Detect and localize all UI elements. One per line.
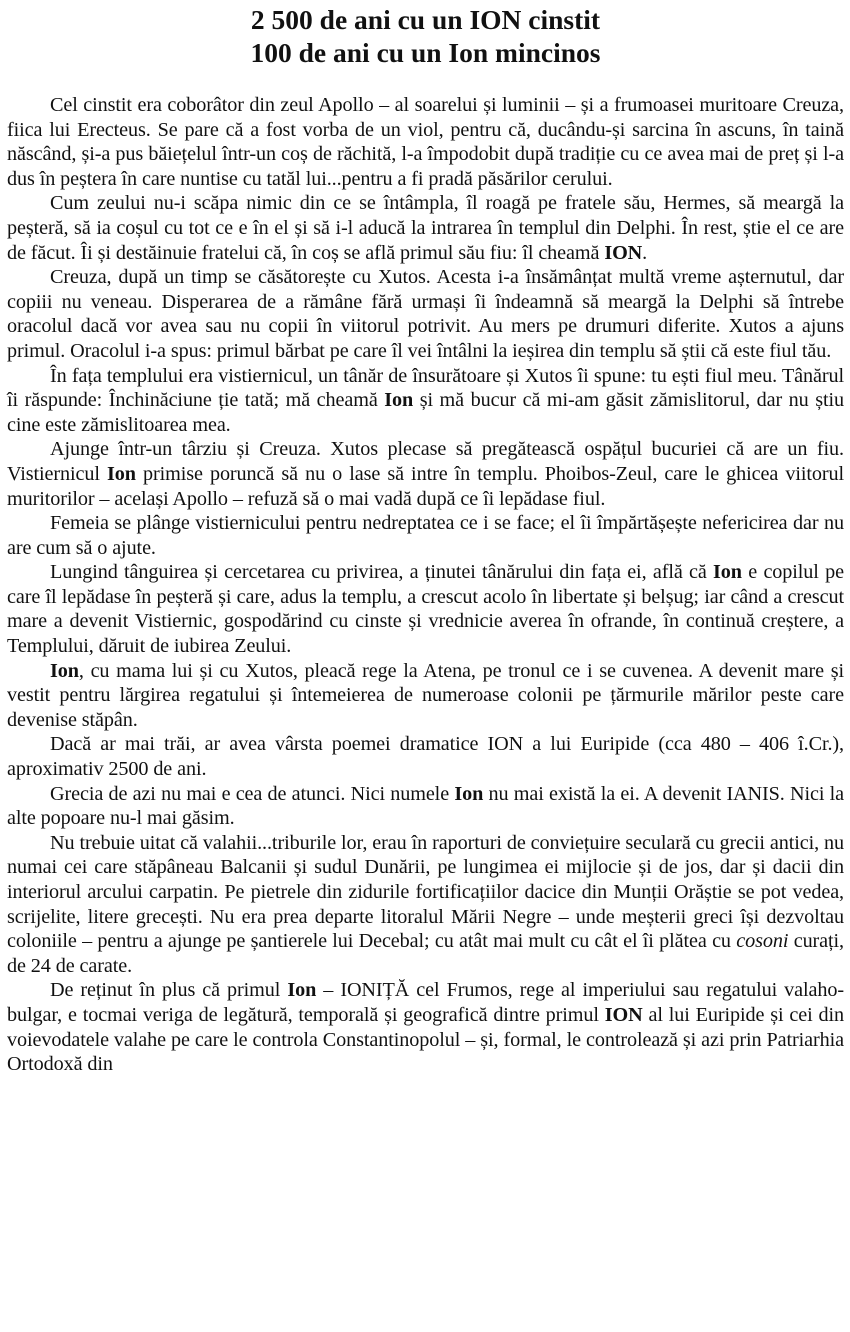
paragraph-text: Lungind tânguirea și cercetarea cu privirea, a ținutei tânărului din fața ei, află că [50,561,714,584]
paragraph [7,437,844,511]
paragraph-text: Nu trebuie uitat că valahii...triburile lor, erau în raporturi de conviețuire seculară cu grecii antici, nu numai cei care stăpâneau Balcanii și sudul Dunării, pe lungimea ei mijlocie și de jos, dar și dacii din interiorul arcului carpatin. Pe pietrele din zidurile fortificațiilor dacice din Munții Orăștie se pot vedea, scrijelite, litere grecești. Nu era prea departe litoralul Mării Negre – unde meșterii greci își dezvoltau coloniile – pentru a ajunge pe șantierele lui Decebal; cu atât mai mult cu cât el îi plătea cu [7,831,844,953]
paragraph-text: Dacă ar mai trăi, ar avea vârsta poemei dramatice ION a lui Euripide (cca 480 – 406 î.Cr.), aproximativ 2500 de ani. [7,733,844,781]
paragraph-text: – IONIȚĂ cel Frumos, rege al imperiului sau regatului valaho-bulgar, e tocmai veriga de legătură, temporală și geografică dintre primul [7,979,844,1026]
article-body [7,93,844,1077]
paragraph-text: , cu mama lui și cu Xutos, pleacă rege la Atena, pe tronul ce i se cuvenea. A devenit mare și vestit pentru lărgirea regatului și întemeierea de numeroase colonii pe țărmurile mărilor peste care devenise stăpân. [7,659,844,731]
emphasis-bold: Ion [50,659,79,682]
emphasis-bold: Ion [454,782,484,805]
paragraph-text: nu mai există la ei. A devenit IANIS. Nici la alte popoare nu-l mai găsim. [7,782,844,830]
paragraph-text: Creuza, după un timp se căsătorește cu Xutos. Acesta i-a însămânțat multă vreme așternutul, dar copiii nu veneau. Disperarea de a rămâne fără urmași îi îndeamnă să meargă la Delphi să întrebe oracolul dacă vor avea sau nu copii în viitorul potrivit. Au mers pe drumuri diferite. Xutos a ajuns primul. Oracolul i-a spus: primul bărbat pe care îl vei întâlni la ieșirea din templu să știi că este fiul tău. [7,266,844,362]
paragraph-text: Cel cinstit era coborâtor din zeul Apollo – al soarelui și luminii – și a frumoasei muritoare Creuza, fiica lui Erecteus. Se pare că a fost vorba de un viol, pentru că, ducându-și sarcina în ascuns, în taină născând, și-a pus băiețelul într-un coș de răchită, l-a împodobit după tradiție cu ce avea mai de preț și l-a dus în peștera în care nuntise cu tatăl lui...pentru a fi pradă păsărilor cerului. [7,94,844,190]
paragraph [7,560,844,658]
paragraph [7,782,844,831]
paragraph-text: primise poruncă să nu o lase să intre în templu. Phoibos-Zeul, care le ghicea viitorul muritorilor – același Apollo – refuză să o mai vadă după ce îi lepădase fiul. [7,462,844,510]
paragraph-text: În fața templului era vistiernicul, un tânăr de însurătoare și Xutos îi spune: tu ești fiul meu. Tânărul îi răspunde: Închinăciune ție tată; mă cheamă [7,364,844,412]
title-line-1: 2 500 de ani cu un ION cinstit [250,4,601,35]
paragraph [7,978,844,1076]
paragraph [7,659,844,733]
paragraph-text: De reținut în plus că primul [50,979,288,1002]
paragraph-text: al lui Euripide și cei din voievodatele valahe pe care le controla Constantinopolul – și, formal, le controlează și azi prin Patriarhia Ortodoxă din [7,1003,844,1076]
emphasis-bold: ION [604,1003,643,1026]
paragraph [7,364,844,438]
emphasis-bold: Ion [713,561,742,584]
emphasis-bold: Ion [287,979,317,1002]
emphasis-bold: Ion [384,389,414,412]
paragraph-text: Femeia se plânge vistiernicului pentru nedreptatea ce i se face; el îi împărtășește nefericirea dar nu are cum să o ajute. [7,512,844,559]
paragraph-text: Cum zeului nu-i scăpa nimic din ce se întâmpla, îl roagă pe fratele său, Hermes, să meargă la peșteră, să ia coșul cu tot ce e în el și să i-l aducă la intrarea în templul din Delphi. În rest, știe el ce are de făcut. Îi și destăinuie fratelui că, în coș se află primul său fiu: îl cheamă [7,192,844,264]
emphasis-bold: Ion [107,462,136,485]
title-line-2: 100 de ani cu un Ion mincinos [250,37,601,68]
emphasis-bold: ION [604,241,643,264]
paragraph [7,93,844,191]
paragraph-text: . [642,241,648,264]
paragraph-text: Ajunge într-un târziu și Creuza. Xutos plecase să pregătească ospățul bucuriei că are un fiu. Vistiernicul [7,438,844,485]
paragraph [7,831,844,979]
paragraph [7,732,844,781]
emphasis-italic: cosoni [736,930,789,953]
paragraph-text: curați, de 24 de carate. [7,930,845,977]
paragraph [7,511,844,560]
paragraph-text: Grecia de azi nu mai e cea de atunci. Nici numele [50,782,455,805]
paragraph [7,191,844,265]
article-title [7,3,844,69]
paragraph-text: și mă bucur că mi-am găsit zămislitorul, dar nu știu cine este zămislitoarea mea. [7,389,844,436]
paragraph [7,265,844,363]
paragraph-text: e copilul pe care îl lepădase în peșteră și care, adus la templu, a crescut acolo în libertate și belșug; iar când a crescut mare a devenit Vistiernic, gospodărind cu cinste și vrednicie averea în ofrande, în continuă creștere, a Templului, dăruit de iubirea Zeului. [7,561,844,658]
